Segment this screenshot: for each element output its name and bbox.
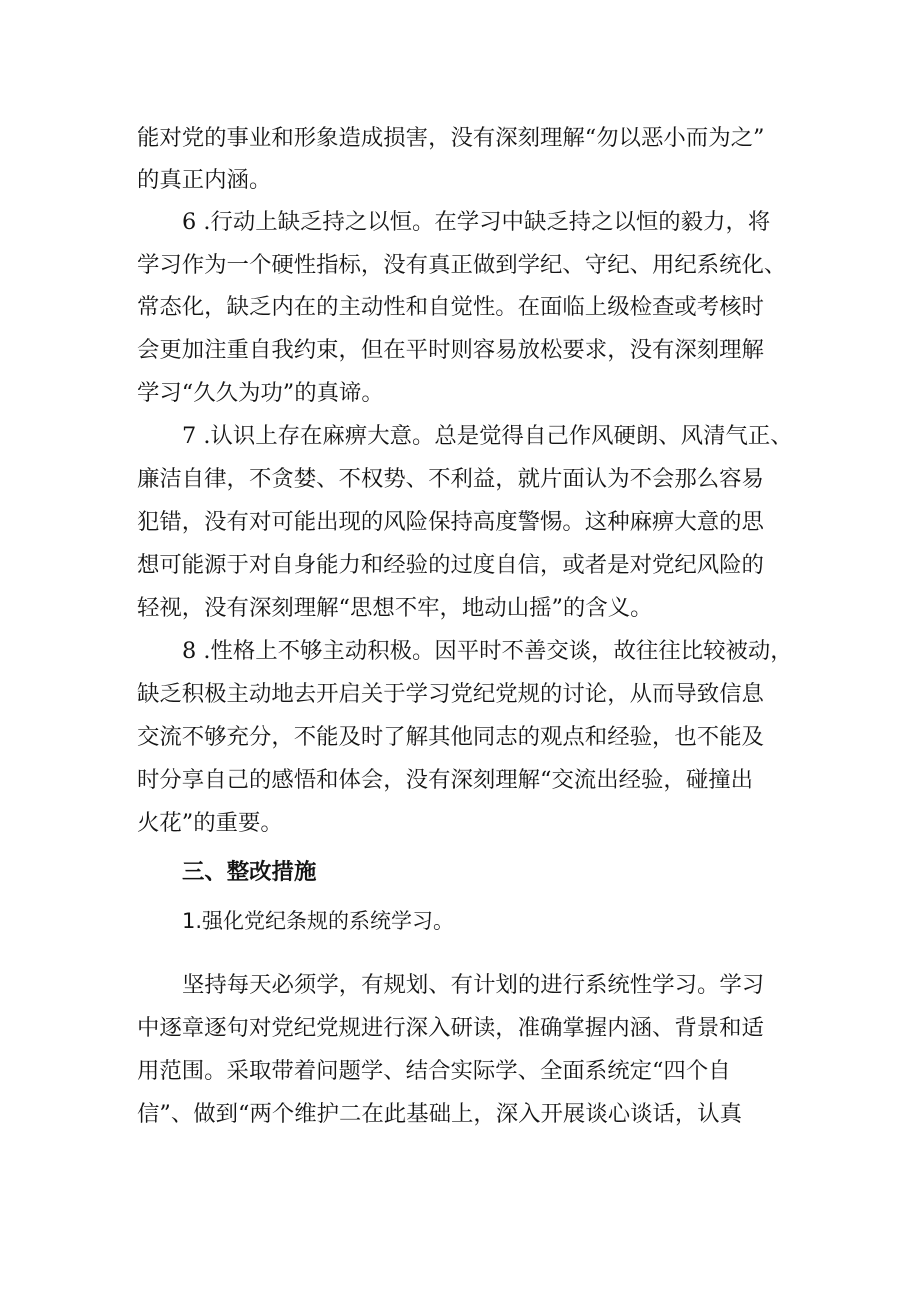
section-heading: 三、整改措施 <box>182 859 317 885</box>
list-item-8-line: 8 .性格上不够主动积极。因平时不善交谈，故往往比较被动， <box>182 638 793 664</box>
body-line: 火花”的重要。 <box>137 810 283 836</box>
body-line: 犯错，没有对可能出现的风险保持高度警惕。这种麻痹大意的思 <box>137 509 764 535</box>
body-line: 廉洁自律，不贪婪、不权势、不利益，就片面认为不会那么容易 <box>137 466 764 492</box>
list-item-6-line: 6 .行动上缺乏持之以恒。在学习中缺乏持之以恒的毅力，将 <box>182 209 771 235</box>
body-line: 想可能源于对自身能力和经验的过度自信，或者是对党纪风险的 <box>137 552 764 578</box>
body-line: 信”、做到“两个维护二在此基础上，深入开展谈心谈话，认真 <box>137 1101 743 1127</box>
body-line: 的真正内涵。 <box>137 167 272 193</box>
body-line: 缺乏积极主动地去开启关于学习党纪党规的讨论，从而导致信息 <box>137 681 764 707</box>
body-line: 学习作为一个硬性指标，没有真正做到学纪、守纪、用纪系统化、 <box>137 252 787 278</box>
body-line: 常态化，缺乏内在的主动性和自觉性。在面临上级检查或考核时 <box>137 294 764 320</box>
body-line: 交流不够充分，不能及时了解其他同志的观点和经验，也不能及 <box>137 724 764 750</box>
body-line: 坚持每天必须学，有规划、有计划的进行系统性学习。学习 <box>182 972 765 998</box>
body-line: 学习“久久为功”的真谛。 <box>137 380 384 406</box>
list-item-7-line: 7 .认识上存在麻痹大意。总是觉得自己作风硬朗、风清气正、 <box>182 423 793 449</box>
body-line: 轻视，没有深刻理解“思想不牢，地动山摇”的含义。 <box>137 595 653 621</box>
body-line: 会更加注重自我约束，但在平时则容易放松要求，没有深刻理解 <box>137 337 764 363</box>
body-line: 能对党的事业和形象造成损害，没有深刻理解“勿以恶小而为之” <box>137 125 765 151</box>
body-line: 时分享自己的感悟和体会，没有深刻理解“交流出经验，碰撞出 <box>137 767 753 793</box>
body-line: 中逐章逐句对党纪党规进行深入研读，准确掌握内涵、背景和适 <box>137 1015 764 1041</box>
subsection-heading: 1.强化党纪条规的系统学习。 <box>182 909 455 933</box>
body-line: 用范围。采取带着问题学、结合实际学、全面系统定“四个自 <box>137 1058 731 1084</box>
